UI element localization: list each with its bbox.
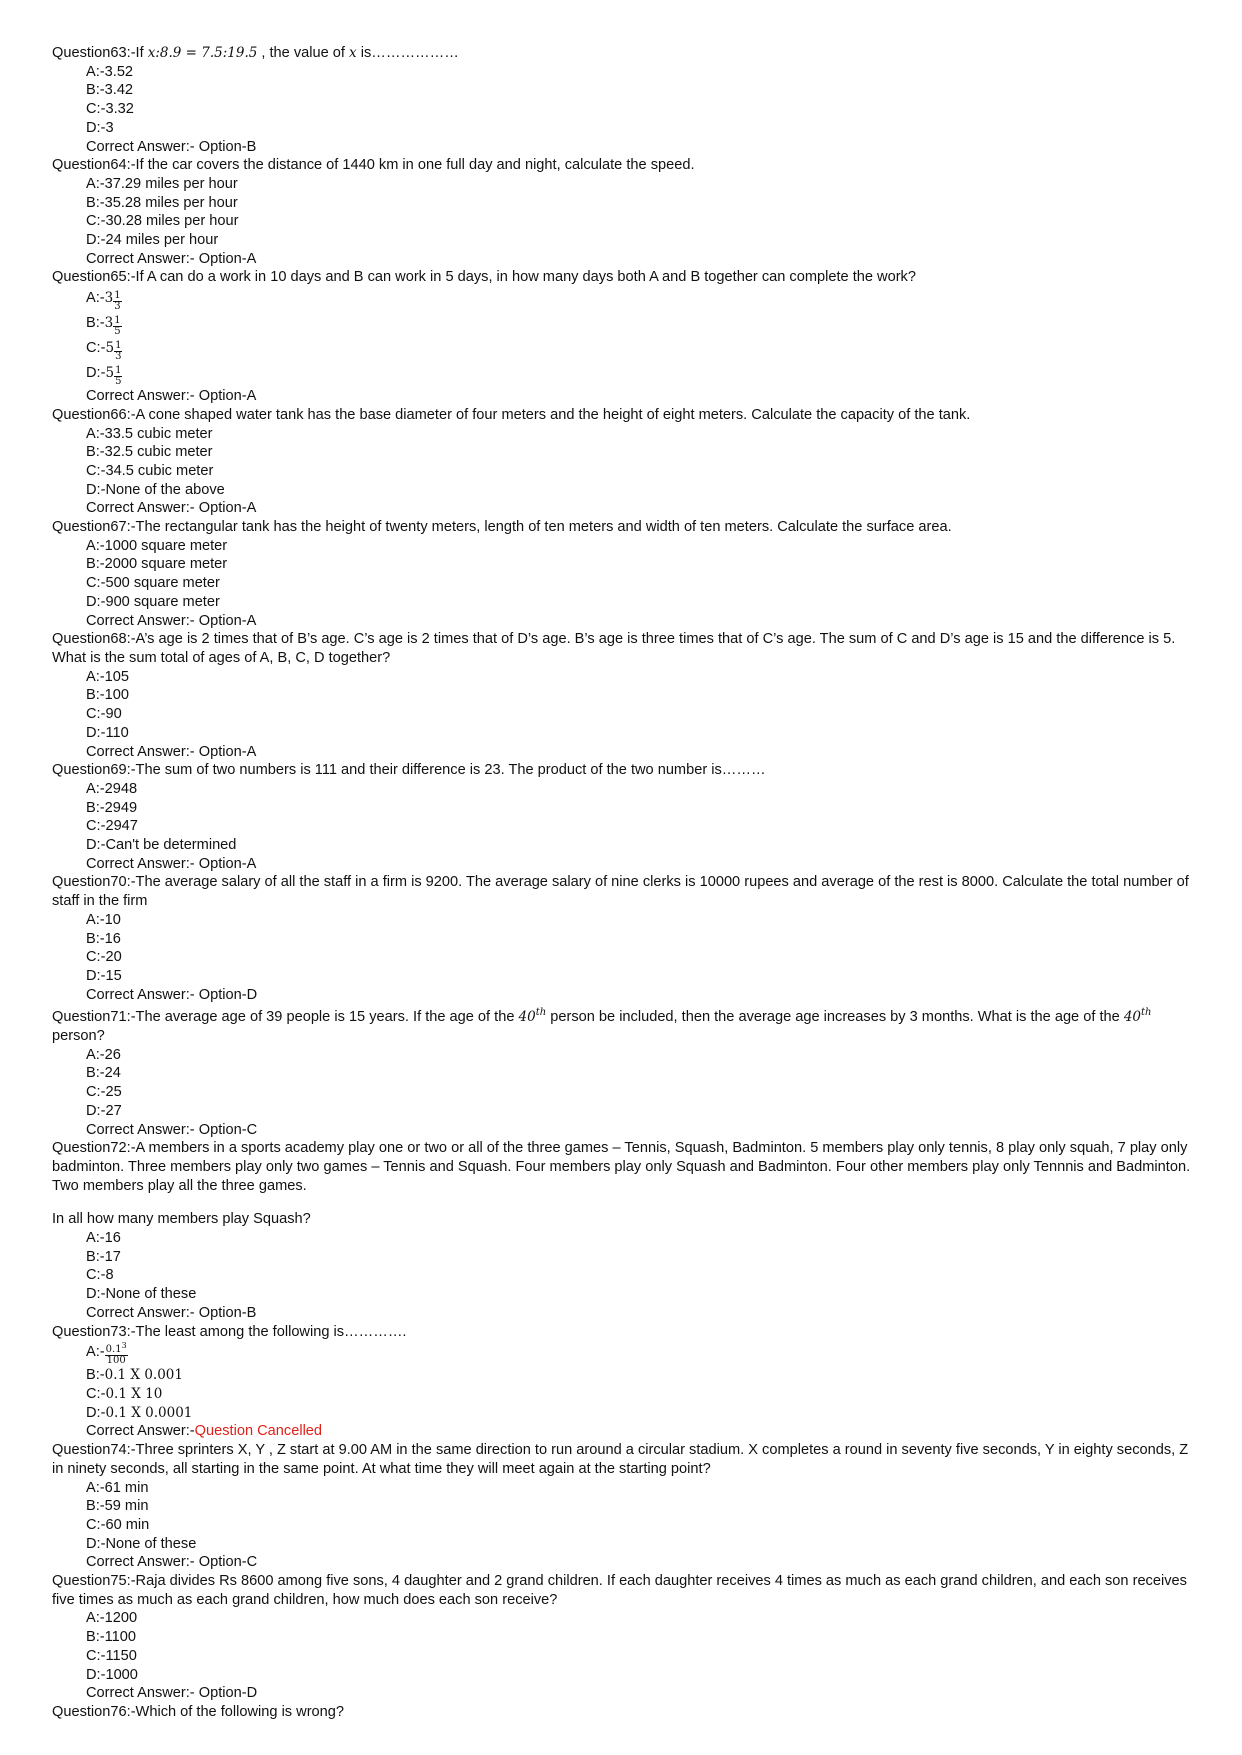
question-69 [52, 761, 1202, 873]
fraction: $\frac{1}{3}$ [115, 340, 122, 363]
option-c: C:-60 min [86, 1516, 150, 1533]
question-76 [52, 1703, 1202, 1722]
correct-answer: Correct Answer:- Option-A [86, 612, 257, 629]
question-stem: Question72:-A members in a sports academy play one or two or all of the three games – Tennis, Squash, Badminton. 5 members play only tennis, 8 play only squah, 7 play only badminton. Three members play only two games – Tennis and Squash. Four members play only Squash and Badminton. Four other members play only Tennnis and Badminton. Two members play all the three games. [52, 1140, 1191, 1194]
options [86, 537, 1202, 631]
question-stem: Question66:-A cone shaped water tank has the base diameter of four meters and the height of eight meters. Calculate the capacity of the tank. [52, 406, 971, 423]
correct-answer: Correct Answer:-Question Cancelled [86, 1423, 323, 1440]
fraction: $\frac{1}{3}$ [114, 290, 121, 313]
options [86, 1229, 1202, 1323]
question-73 [52, 1323, 1202, 1442]
correct-answer: Correct Answer:- Option-A [86, 855, 257, 872]
paragraph-gap [52, 1195, 1202, 1210]
option-a: A:-26 [86, 1046, 121, 1063]
correct-answer: Correct Answer:- Option-D [86, 986, 258, 1003]
option-b: B:-16 [86, 930, 121, 947]
question-stem: Question67:-The rectangular tank has the height of twenty meters, length of ten meters and width of ten meters. Calculate the surface area. [52, 519, 952, 536]
question-67 [52, 518, 1202, 630]
option-b: B:-1100 [86, 1629, 137, 1646]
option-d: D:-3 [86, 119, 114, 136]
question-75 [52, 1572, 1202, 1703]
question-65 [52, 268, 1202, 405]
question-68 [52, 630, 1202, 761]
question-stem: Question71:-The average age of 39 people is 15 years. If the age of the 40th person be included, then the average age increases by 3 months. What is the age of the 40th person? [52, 1007, 1152, 1045]
option-d: D:-None of these [86, 1286, 197, 1303]
cancelled-status: Question Cancelled [194, 1423, 323, 1440]
option-c: C:-20 [86, 949, 122, 966]
question-stem: Question76:-Which of the following is wrong? [52, 1703, 345, 1720]
correct-answer: Correct Answer:- Option-A [86, 250, 257, 267]
correct-answer: Correct Answer:- Option-B [86, 1304, 257, 1321]
option-c: C:-500 square meter [86, 575, 220, 592]
option-c: C:-1150 [86, 1647, 137, 1664]
option-d: D:-1000 [86, 1666, 138, 1683]
option-a: A:-3 $\frac{1}{3}$ [86, 290, 121, 313]
option-d: D:-24 miles per hour [86, 232, 219, 249]
question-stem: Question74:-Three sprinters X, Y , Z start at 9.00 AM in the same direction to run around a circular stadium. X completes a round in seventy five seconds, Y in eighty seconds, Z in ninety seconds, all starting in the same point. At what time they will meet again at the starting point? [52, 1442, 1189, 1477]
option-a: A:-2948 [86, 780, 138, 797]
question-stem: Question75:-Raja divides Rs 8600 among five sons, 4 daughter and 2 grand children. If each daughter receives 4 times as much as each grand children, and each son receives five times as much as each grand children, how much does each son receive? [52, 1573, 1187, 1608]
option-a: A:-1200 [86, 1610, 138, 1627]
option-c: C:-0.1 X 10 [86, 1386, 163, 1402]
option-c: C:-8 [86, 1267, 114, 1284]
option-b: B:-24 [86, 1065, 121, 1082]
fraction: $\frac{0.1^3}{100}$ [105, 1341, 127, 1367]
options [86, 911, 1202, 1005]
option-d: D:-None of these [86, 1535, 197, 1552]
option-d: D:-5 $\frac{1}{5}$ [86, 365, 122, 388]
option-b: B:-35.28 miles per hour [86, 194, 238, 211]
ordinal-expression: 40th [1123, 1007, 1152, 1026]
ratio-expression: x:8.9 = 7.5:19.5 [147, 45, 258, 61]
correct-answer: Correct Answer:- Option-B [86, 138, 257, 155]
option-d: D:-900 square meter [86, 593, 220, 610]
option-d: D:-0.1 X 0.0001 [86, 1404, 193, 1421]
correct-answer: Correct Answer:- Option-D [86, 1685, 258, 1702]
option-b: B:-100 [86, 687, 129, 704]
question-63 [52, 44, 1202, 156]
options [86, 287, 1202, 406]
option-a: A:- $\frac{0.1^3}{100}$ [86, 1341, 127, 1367]
correct-answer: Correct Answer:- Option-C [86, 1554, 258, 1571]
option-d: D:-Can't be determined [86, 837, 237, 854]
question-document [52, 44, 1202, 1722]
option-d: D:-110 [86, 724, 129, 741]
option-a: A:-37.29 miles per hour [86, 175, 238, 192]
question-stem: Question65:-If A can do a work in 10 days and B can work in 5 days, in how many days both A and B together can complete the work? [52, 269, 916, 286]
option-b: B:-59 min [86, 1498, 149, 1515]
fraction: $\frac{1}{5}$ [115, 365, 122, 388]
question-66 [52, 406, 1202, 518]
ordinal-expression: 40th [518, 1007, 547, 1026]
option-d: D:-15 [86, 967, 122, 984]
options [86, 1609, 1202, 1703]
option-c: C:-25 [86, 1084, 122, 1101]
option-b: B:-32.5 cubic meter [86, 444, 213, 461]
option-c: C:-5 $\frac{1}{3}$ [86, 340, 122, 363]
option-b: B:-2000 square meter [86, 556, 228, 573]
question-stem: Question73:-The least among the following is…………. [52, 1323, 407, 1340]
options [86, 1046, 1202, 1140]
question-sub-stem: In all how many members play Squash? [52, 1211, 311, 1228]
option-b: B:-17 [86, 1248, 121, 1265]
option-c: C:-2947 [86, 818, 138, 835]
option-c: C:-34.5 cubic meter [86, 462, 214, 479]
option-c: C:-3.32 [86, 101, 134, 118]
variable-x: x [349, 45, 357, 61]
question-stem: Question69:-The sum of two numbers is 111 and their difference is 23. The product of the two number is……… [52, 762, 766, 779]
option-a: A:-105 [86, 668, 129, 685]
correct-answer: Correct Answer:- Option-A [86, 388, 257, 405]
options [86, 425, 1202, 519]
question-stem: Question68:-A’s age is 2 times that of B’s age. C’s age is 2 times that of D’s age. B’s age is three times that of C’s age. The sum of C and D’s age is 15 and the difference is 5. What is the sum total of ages of A, B, C, D together? [52, 631, 1176, 666]
question-72 [52, 1139, 1202, 1322]
correct-answer: Correct Answer:- Option-C [86, 1121, 258, 1138]
option-b: B:-0.1 X 0.001 [86, 1367, 183, 1384]
option-a: A:-3.52 [86, 63, 134, 80]
option-b: B:-2949 [86, 799, 138, 816]
question-74 [52, 1441, 1202, 1572]
question-stem: Question64:-If the car covers the distance of 1440 km in one full day and night, calculate the speed. [52, 157, 695, 174]
option-a: A:-33.5 cubic meter [86, 425, 213, 442]
option-d: D:-27 [86, 1102, 122, 1119]
correct-answer: Correct Answer:- Option-A [86, 743, 257, 760]
options [86, 1341, 1202, 1441]
option-c: C:-30.28 miles per hour [86, 213, 239, 230]
option-d: D:-None of the above [86, 481, 225, 498]
question-71 [52, 1004, 1202, 1139]
question-70 [52, 873, 1202, 1004]
option-a: A:-10 [86, 911, 121, 928]
option-a: A:-61 min [86, 1479, 149, 1496]
question-stem: Question70:-The average salary of all the staff in a firm is 9200. The average salary of nine clerks is 10000 rupees and average of the rest is 8000. Calculate the total number of staff in the firm [52, 874, 1189, 910]
question-64 [52, 156, 1202, 268]
options [86, 1479, 1202, 1573]
options [86, 780, 1202, 874]
option-a: A:-16 [86, 1230, 121, 1247]
options [86, 63, 1202, 157]
option-c: C:-90 [86, 706, 122, 723]
question-stem: Question63:-If x:8.9 = 7.5:19.5 , the value of x is……………… [52, 45, 459, 61]
options [86, 175, 1202, 269]
fraction: $\frac{1}{5}$ [114, 315, 121, 338]
correct-answer: Correct Answer:- Option-A [86, 500, 257, 517]
options [86, 668, 1202, 762]
option-b: B:-3.42 [86, 82, 134, 99]
option-a: A:-1000 square meter [86, 537, 228, 554]
option-b: B:-3 $\frac{1}{5}$ [86, 315, 121, 338]
